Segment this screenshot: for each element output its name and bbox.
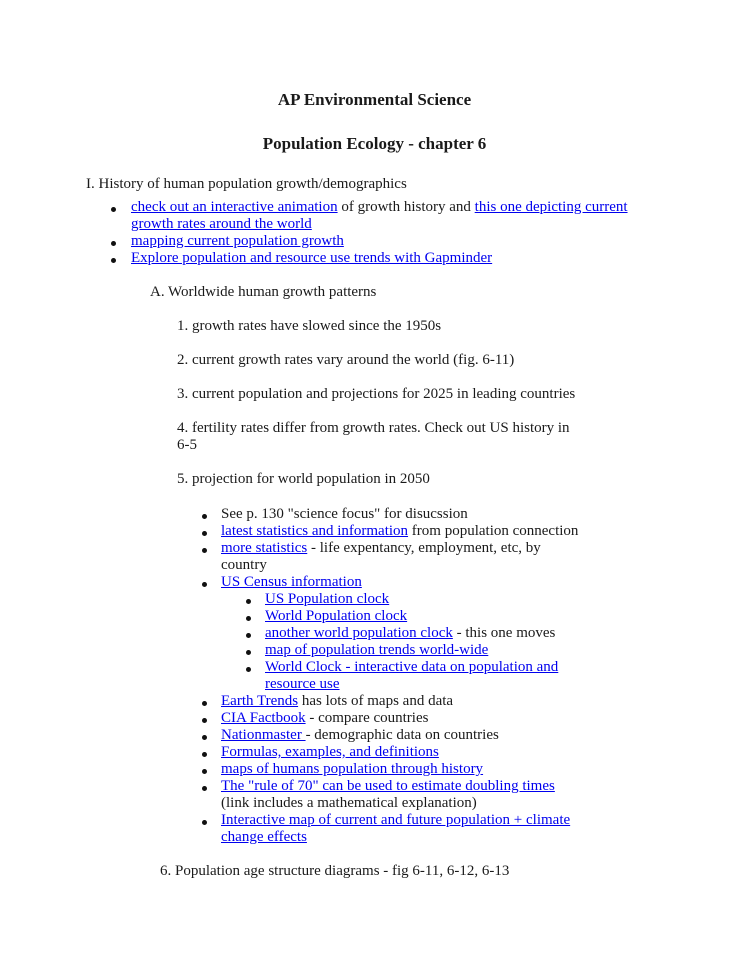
text: - compare countries: [305, 710, 429, 726]
growth-rates-link-cont[interactable]: growth rates around the world: [131, 216, 312, 232]
nationmaster-link[interactable]: Nationmaster: [221, 727, 306, 743]
item-4: 4. fertility rates differ from growth rates. Check out US history in: [177, 420, 570, 436]
text: (link includes a mathematical explanation): [221, 795, 477, 811]
earth-trends-link[interactable]: Earth Trends: [221, 693, 299, 709]
interactive-animation-link[interactable]: check out an interactive animation: [131, 199, 338, 215]
more-statistics-link[interactable]: more statistics: [221, 540, 308, 556]
text: country: [221, 557, 267, 573]
item-6: 6. Population age structure diagrams - fig 6-11, 6-12, 6-13: [160, 863, 510, 879]
world-population-clock-link[interactable]: World Population clock: [265, 608, 408, 624]
bullet-icon: [202, 531, 207, 536]
us-census-link[interactable]: US Census information: [221, 574, 362, 590]
bullet-icon: [111, 207, 116, 212]
bullet-icon: [246, 616, 251, 621]
formulas-link[interactable]: Formulas, examples, and definitions: [221, 744, 439, 760]
latest-statistics-link[interactable]: latest statistics and information: [221, 523, 409, 539]
item-3: 3. current population and projections for 2025 in leading countries: [177, 386, 576, 402]
text: - demographic data on countries: [305, 727, 499, 743]
growth-rates-link[interactable]: this one depicting current: [474, 199, 628, 215]
doc-title: AP Environmental Science: [277, 90, 472, 109]
bullet-icon: [111, 241, 116, 246]
us-population-clock-link[interactable]: US Population clock: [265, 591, 390, 607]
bullet-icon: [202, 820, 207, 825]
history-maps-link[interactable]: maps of humans population through history: [221, 761, 484, 777]
bullet-icon: [202, 752, 207, 757]
section-heading: I. History of human population growth/demographics: [86, 176, 407, 192]
bullet-icon: [202, 582, 207, 587]
item-2: 2. current growth rates vary around the world (fig. 6-11): [177, 352, 515, 368]
list-item: [131, 199, 628, 216]
doc-subtitle: Population Ecology - chapter 6: [262, 134, 487, 153]
bullet-icon: [202, 769, 207, 774]
subsection-heading: A. Worldwide human growth patterns: [150, 284, 377, 300]
bullet-icon: [246, 599, 251, 604]
bullet-icon: [111, 258, 116, 263]
bullet-icon: [202, 735, 207, 740]
item-5: 5. projection for world population in 2050: [177, 471, 430, 487]
item-1: 1. growth rates have slowed since the 1950s: [177, 318, 442, 334]
bullet-icon: [246, 667, 251, 672]
text: from population connection: [408, 523, 579, 539]
cia-factbook-link[interactable]: CIA Factbook: [221, 710, 306, 726]
world-clock-link-cont[interactable]: resource use: [265, 676, 340, 692]
gapminder-link[interactable]: Explore population and resource use trends with Gapminder: [131, 250, 493, 266]
rule-of-70-link[interactable]: The "rule of 70" can be used to estimate doubling times: [221, 778, 555, 794]
mapping-growth-link[interactable]: mapping current population growth: [131, 233, 344, 249]
bullet-icon: [202, 514, 207, 519]
bullet-icon: [246, 650, 251, 655]
climate-map-link-cont[interactable]: change effects: [221, 829, 307, 845]
bullet-icon: [202, 786, 207, 791]
bullet-icon: [246, 633, 251, 638]
bullet-icon: [202, 701, 207, 706]
resource-text: See p. 130 "science focus" for disucssion: [221, 506, 468, 522]
population-trends-map-link[interactable]: map of population trends world-wide: [265, 642, 489, 658]
item-4-cont: 6-5: [177, 437, 197, 453]
bullet-icon: [202, 718, 207, 723]
bullet-icon: [202, 548, 207, 553]
climate-map-link[interactable]: Interactive map of current and future population + climate: [221, 812, 571, 828]
world-clock-link[interactable]: World Clock - interactive data on population and: [265, 659, 559, 675]
another-clock-link[interactable]: another world population clock: [265, 625, 453, 641]
text: - life expentancy, employment, etc, by: [307, 540, 541, 556]
text: has lots of maps and data: [298, 693, 454, 709]
text: - this one moves: [452, 625, 556, 641]
text: of growth history and: [337, 199, 475, 215]
